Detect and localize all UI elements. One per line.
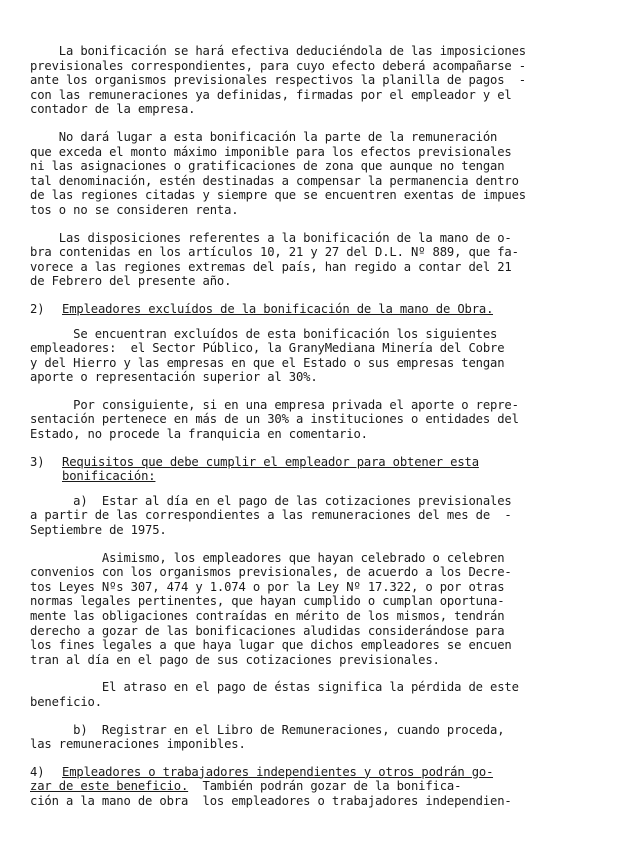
text-line: de Febrero del presente año.	[30, 274, 232, 289]
text-line: Estado, no procede la franquicia en comentario.	[30, 427, 368, 442]
text-line: de las regiones citadas y siempre que se encuentren exentas de impues	[30, 188, 526, 203]
text-line: No dará lugar a esta bonificación la parte de la remuneración	[30, 129, 498, 144]
section-heading-3	[30, 455, 602, 484]
text-line: La bonificación se hará efectiva deduciéndola de las imposiciones	[30, 44, 526, 58]
text-fragment: También podrán gozar de la bonifica-	[188, 779, 462, 794]
paragraph-consequently	[30, 398, 602, 442]
text-line: que exceda el monto máximo imponible para los efectos previsionales	[30, 144, 512, 159]
text-line: beneficio.	[30, 694, 102, 709]
section-title-line: zar de este beneficio.	[30, 779, 189, 794]
text-line: aporte o representación superior al 30%.	[30, 370, 318, 385]
section-number: 2)	[30, 301, 45, 316]
text-line: convenios con los organismos previsionales, de acuerdo a los Decre-	[30, 565, 512, 580]
text-line: a partir de las correspondientes a las remuneraciones del mes de -	[30, 508, 512, 523]
paragraph-requirement-b	[30, 723, 602, 752]
text-line	[30, 779, 602, 794]
paragraph-excluded-employers	[30, 327, 602, 385]
paragraph-payment-deduction	[30, 44, 602, 117]
section-title	[62, 765, 493, 780]
text-line: tos Leyes Nºs 307, 474 y 1.074 o por la Ley Nº 17.322, o por otras	[30, 579, 505, 594]
text-line: derecho a gozar de las bonificaciones aludidas considerándose para	[30, 623, 505, 638]
section-number: 4)	[30, 764, 45, 779]
section-title-line: Requisitos que debe cumplir el empleador para obtener esta	[62, 454, 479, 469]
paragraph-agreements	[30, 551, 602, 668]
text-line: los fines legales a que haya lugar que dichos empleadores se encuen	[30, 638, 512, 653]
text-line: Asimismo, los empleadores que hayan celebrado o celebren	[30, 550, 505, 565]
text-line: Se encuentran excluídos de esta bonificación los siguientes	[30, 326, 498, 341]
text-line: y del Hierro y las empresas en que el Estado o sus empresas tengan	[30, 355, 505, 370]
text-line: tran al día en el pago de sus cotizaciones previsionales.	[30, 652, 440, 667]
text-line: empleadores: el Sector Público, la GranyMediana Minería del Cobre	[30, 341, 505, 356]
text-line: tal denominación, estén destinadas a compensar la permanencia dentro	[30, 173, 519, 188]
text-line: las remuneraciones imponibles.	[30, 737, 246, 752]
text-line: sentación pertenece en más de un 30% a instituciones o entidades del	[30, 412, 519, 427]
text-line: con las remuneraciones ya definidas, firmadas por el empleador y el	[30, 87, 512, 102]
section-heading-4	[30, 765, 602, 780]
section-title-line: bonificación:	[62, 469, 156, 484]
text-line: mente las obligaciones contraídas en mérito de los mismos, tendrán	[30, 609, 505, 623]
section-title	[62, 455, 479, 484]
section-heading-2	[30, 302, 602, 317]
paragraph-delay	[30, 680, 602, 709]
text-line: b) Registrar en el Libro de Remuneraciones, cuando proceda,	[30, 722, 505, 737]
paragraph-legal-provisions	[30, 231, 602, 289]
text-line: ni las asignaciones o gratificaciones de zona que aunque no tengan	[30, 159, 505, 174]
section-title-line: Empleadores o trabajadores independientes y otros podrán go-	[62, 764, 494, 779]
paragraph-requirement-a	[30, 494, 602, 538]
section-number: 3)	[30, 454, 45, 469]
text-line: Septiembre de 1975.	[30, 523, 167, 538]
text-line: Por consiguiente, si en una empresa privada el aporte o repre-	[30, 397, 519, 412]
text-line: ción a la mano de obra los empleadores o trabajadores independien-	[30, 793, 512, 808]
text-line: tos o no se consideren renta.	[30, 202, 239, 217]
text-line: previsionales correspondientes, para cuyo efecto deberá acompañarse -	[30, 58, 526, 73]
text-line: bra contenidas en los artículos 10, 21 y 27 del D.L. Nº 889, que fa-	[30, 245, 519, 260]
text-line: vorece a las regiones extremas del país, han regido a contar del 21	[30, 259, 512, 274]
paragraph-exclusions-remuneration	[30, 130, 602, 218]
section-title: Empleadores excluídos de la bonificación de la mano de Obra.	[62, 301, 494, 316]
text-line: normas legales pertinentes, que hayan cumplido o cumplan oportuna-	[30, 594, 505, 609]
text-line: a) Estar al día en el pago de las cotizaciones previsionales	[30, 493, 512, 508]
text-line: El atraso en el pago de éstas significa la pérdida de este	[30, 680, 519, 695]
text-line: ante los organismos previsionales respectivos la planilla de pagos -	[30, 73, 526, 88]
text-line: Las disposiciones referentes a la bonificación de la mano de o-	[30, 230, 512, 245]
text-line: contador de la empresa.	[30, 102, 196, 117]
